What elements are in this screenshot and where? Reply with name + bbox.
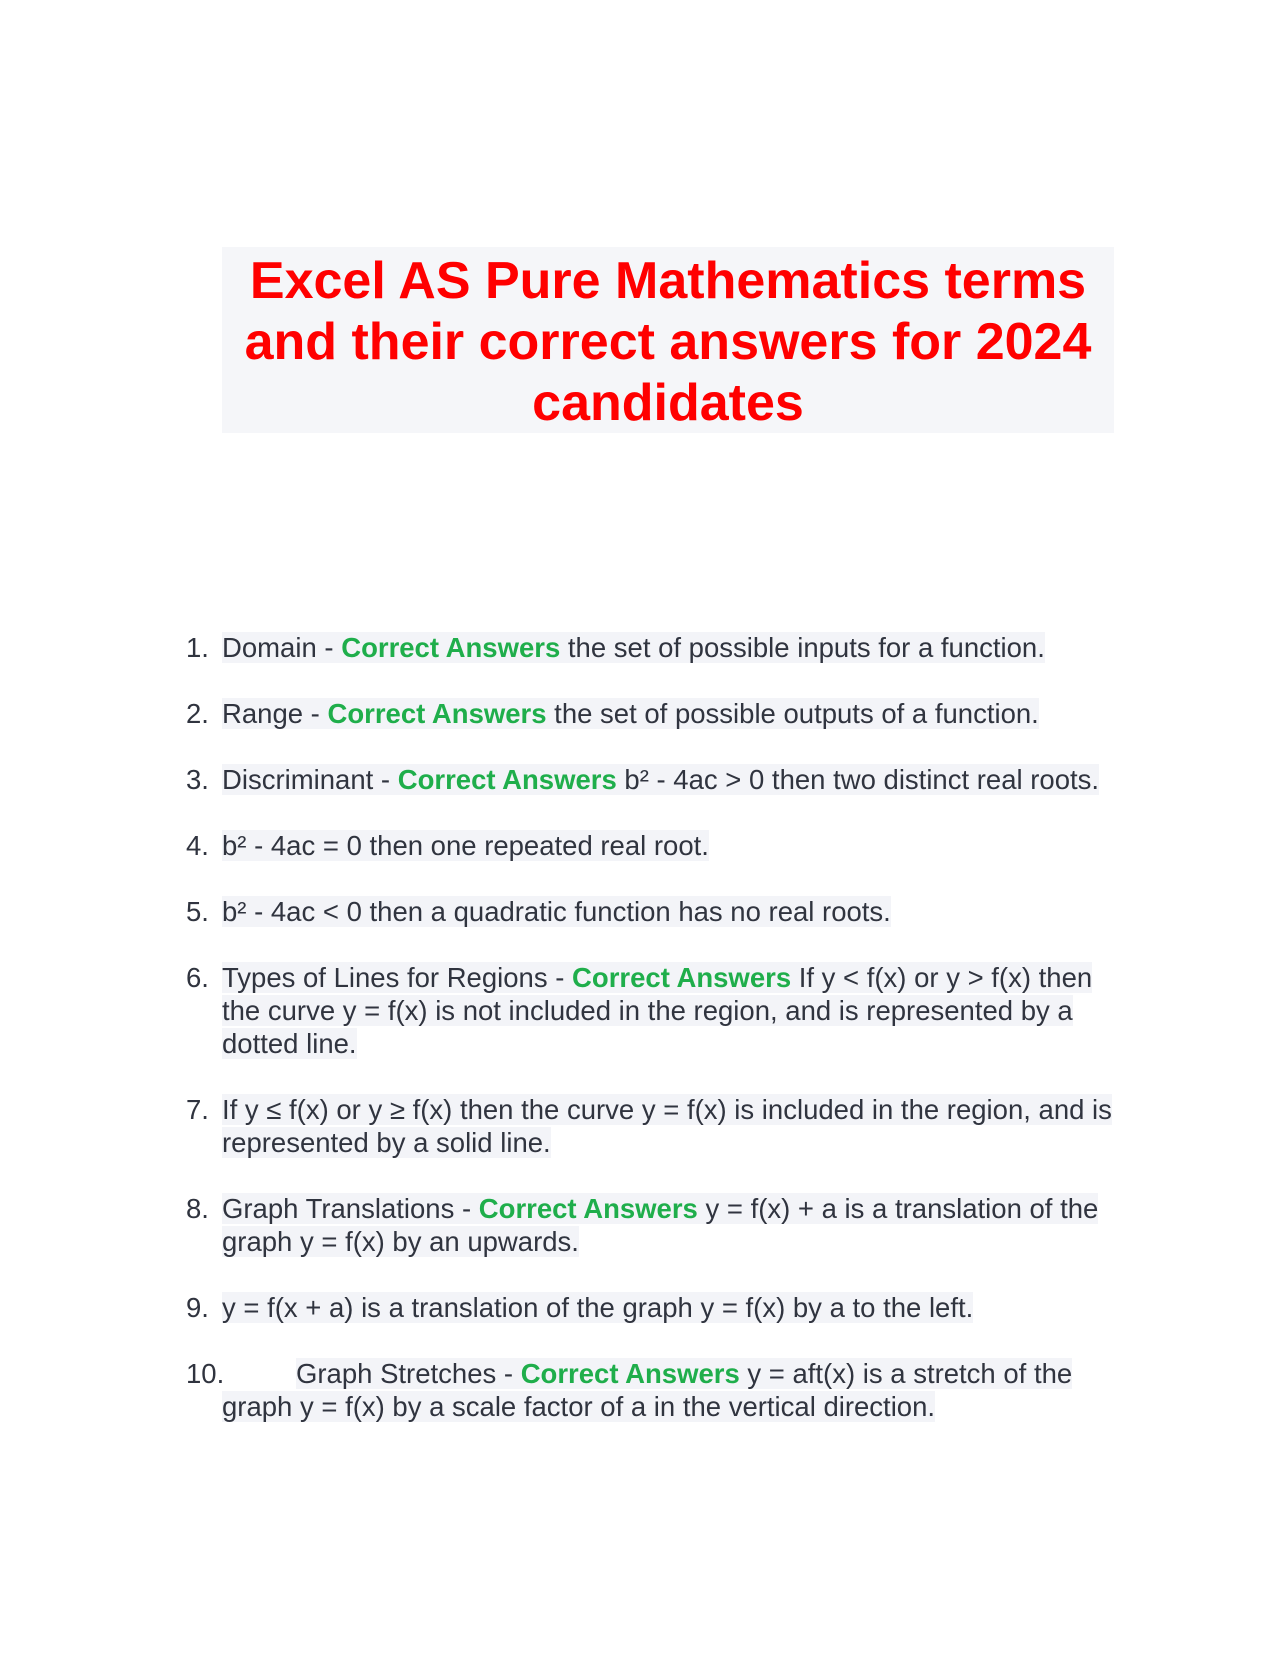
qa-list <box>0 631 1280 1456</box>
list-item <box>0 895 1122 928</box>
correct-answers-label: Correct Answers <box>397 764 617 795</box>
list-item <box>0 961 1122 1060</box>
correct-answers-label: Correct Answers <box>478 1193 698 1224</box>
item-term: Types of Lines for Regions - <box>222 962 573 993</box>
item-text: the set of possible outputs of a function. <box>546 698 1039 729</box>
item-body <box>222 1193 1098 1257</box>
item-number: 10. <box>186 1358 225 1389</box>
item-text: y = f(x + a) is a translation of the graph y = f(x) by a to the left. <box>222 1292 974 1323</box>
item-number: 5. <box>186 896 209 927</box>
item-text: If y < f(x) or y > f(x) then the curve y = f(x) is not included in the region, and is represented by a dotted line. <box>222 962 1093 1059</box>
item-number: 2. <box>186 698 209 729</box>
correct-answers-label: Correct Answers <box>341 632 561 663</box>
item-text: b² - 4ac < 0 then a quadratic function has no real roots. <box>222 896 891 927</box>
correct-answers-label: Correct Answers <box>572 962 792 993</box>
item-text: y = f(x) + a is a translation of the graph y = f(x) by an upwards. <box>222 1193 1099 1257</box>
document-title: Excel AS Pure Mathematics terms and their correct answers for 2024 candidates <box>244 252 1092 432</box>
list-item <box>0 631 1122 664</box>
correct-answers-label: Correct Answers <box>520 1358 740 1389</box>
item-text: the set of possible inputs for a function. <box>560 632 1045 663</box>
item-body <box>222 764 1099 795</box>
item-text: If y ≤ f(x) or y ≥ f(x) then the curve y = f(x) is included in the region, and is represented by a solid line. <box>222 1094 1112 1158</box>
item-text: b² - 4ac = 0 then one repeated real root. <box>222 830 709 861</box>
item-body <box>222 632 1045 663</box>
item-body <box>222 1094 1112 1158</box>
list-item <box>0 1093 1122 1159</box>
item-term: Domain - <box>222 632 342 663</box>
item-term: Range - <box>222 698 328 729</box>
list-item <box>0 1357 1122 1423</box>
item-number: 9. <box>186 1292 209 1323</box>
correct-answers-label: Correct Answers <box>327 698 547 729</box>
item-number: 4. <box>186 830 209 861</box>
item-number: 3. <box>186 764 209 795</box>
item-body <box>222 962 1092 1059</box>
list-item <box>0 829 1122 862</box>
list-item <box>0 697 1122 730</box>
item-text: y = aft(x) is a stretch of the graph y = f(x) by a scale factor of a in the vertical direction. <box>222 1358 1073 1422</box>
item-number: 6. <box>186 962 209 993</box>
item-term: Graph Translations - <box>222 1193 479 1224</box>
list-item <box>0 1192 1122 1258</box>
item-term: Graph Stretches - <box>296 1358 521 1389</box>
item-body <box>222 698 1039 729</box>
item-number: 7. <box>186 1094 209 1125</box>
item-body <box>222 1358 1072 1422</box>
item-text: b² - 4ac > 0 then two distinct real roots. <box>616 764 1100 795</box>
item-body <box>222 896 891 927</box>
item-body <box>222 1292 973 1323</box>
item-body <box>222 830 709 861</box>
list-item <box>0 763 1122 796</box>
title-box <box>222 247 1114 433</box>
item-term: Discriminant - <box>222 764 398 795</box>
item-number: 1. <box>186 632 209 663</box>
list-item <box>0 1291 1122 1324</box>
item-number: 8. <box>186 1193 209 1224</box>
